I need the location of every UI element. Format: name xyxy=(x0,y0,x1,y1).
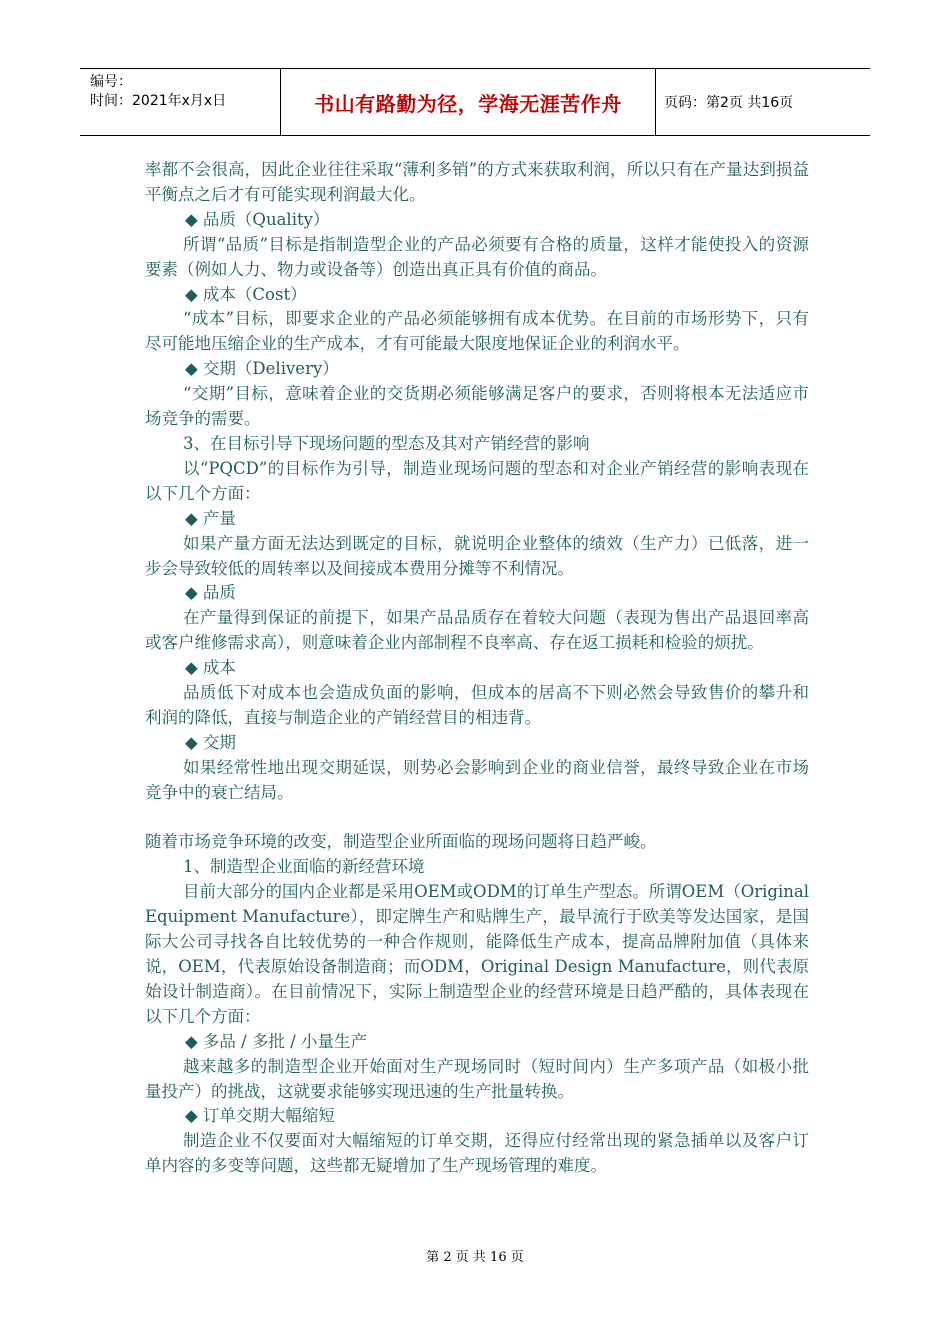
bullet-heading: ◆ 交期 xyxy=(185,732,236,752)
bullet-heading: ◆ 品质 xyxy=(185,583,236,603)
body-paragraph: 如果经常性地出现交期延误，则势必会影响到企业的商业信誉，最终导致企业在市场竞争中的衰亡结局。 xyxy=(145,757,809,802)
body-paragraph: 以“PQCD”的目标作为引导，制造业现场问题的型态和对企业产销经营的影响表现在以下几个方面： xyxy=(145,458,809,503)
blank-line xyxy=(145,806,809,831)
body-paragraph: 3、在目标引导下现场问题的型态及其对产销经营的影响 xyxy=(183,433,590,453)
body-paragraph: “交期”目标，意味着企业的交货期必须能够满足客户的要求，否则将根本无法适应市场竞争的需要。 xyxy=(145,384,809,429)
bullet-heading: ◆ 交期（Delivery） xyxy=(185,359,339,379)
body-paragraph: 率都不会很高，因此企业往往采取“薄利多销”的方式来获取利润，所以只有在产量达到损益平衡点之后才有可能实现利润最大化。 xyxy=(145,160,809,204)
document-date-label: 时间：2021年x月x日 xyxy=(90,93,227,109)
body-paragraph: 目前大部分的国内企业都是采用OEM或ODM的订单生产型态。所谓OEM（Original Equipment Manufacture），即定牌生产和贴牌生产，最早流行于欧美等发达国家，是国际大公司寻找各自比较优势的一种合作规则，能降低生产成本，提高品牌附加值（具体来说，OEM，代表原始设备制造商；而ODM，Original Design Manufacture，则代表原始设计制造商）。在目前情况下，实际上制造型企业的经营环境是日趋严酷的，具体表现在以下几个方面： xyxy=(145,882,809,1026)
body-paragraph: 1、制造型企业面临的新经营环境 xyxy=(183,857,425,877)
header-motto: 书山有路勤为径，学海无涯苦作舟 xyxy=(281,69,656,135)
body-paragraph: 如果产量方面无法达到既定的目标，就说明企业整体的绩效（生产力）已低落，进一步会导致较低的周转率以及间接成本费用分摊等不利情况。 xyxy=(145,533,809,578)
body-paragraph: 随着市场竞争环境的改变，制造型企业所面临的现场问题将日趋严峻。 xyxy=(145,832,657,852)
body-paragraph: 越来越多的制造型企业开始面对生产现场同时（短时间内）生产多项产品（如极小批量投产）的挑战，这就要求能够实现迅速的生产批量转换。 xyxy=(145,1056,809,1101)
bullet-heading: ◆ 多品 / 多批 / 小量生产 xyxy=(185,1031,368,1051)
page-footer: 第 2 页 共 16 页 xyxy=(426,1250,524,1265)
body-paragraph: 在产量得到保证的前提下，如果产品品质存在着较大问题（表现为售出产品退回率高或客户维修需求高），则意味着企业内部制程不良率高、存在返工损耗和检验的烦扰。 xyxy=(145,608,809,653)
header-page-label: 页码：第2页 共16页 xyxy=(664,95,794,111)
bullet-heading: ◆ 产量 xyxy=(185,508,236,528)
page-header xyxy=(80,68,870,136)
document-number-label: 编号： xyxy=(90,74,132,90)
bullet-heading: ◆ 成本（Cost） xyxy=(185,284,307,304)
body-paragraph: 品质低下对成本也会造成负面的影响，但成本的居高不下则必然会导致售价的攀升和利润的降低，直接与制造企业的产销经营目的相违背。 xyxy=(145,683,809,727)
bullet-heading: ◆ 品质（Quality） xyxy=(185,209,330,229)
bullet-heading: ◆ 成本 xyxy=(185,658,236,678)
bullet-heading: ◆ 订单交期大幅缩短 xyxy=(185,1106,335,1126)
header-meta xyxy=(80,69,281,135)
document-body xyxy=(145,158,809,1179)
body-paragraph: 所谓“品质”目标是指制造型企业的产品必须要有合格的质量，这样才能使投入的资源要素（例如人力、物力或设备等）创造出真正具有价值的商品。 xyxy=(145,234,809,279)
body-paragraph: “成本”目标，即要求企业的产品必须能够拥有成本优势。在目前的市场形势下，只有尽可能地压缩企业的生产成本，才有可能最大限度地保证企业的利润水平。 xyxy=(145,309,809,354)
body-paragraph: 制造企业不仅要面对大幅缩短的订单交期，还得应付经常出现的紧急插单以及客户订单内容的多变等问题，这些都无疑增加了生产现场管理的难度。 xyxy=(145,1131,809,1176)
